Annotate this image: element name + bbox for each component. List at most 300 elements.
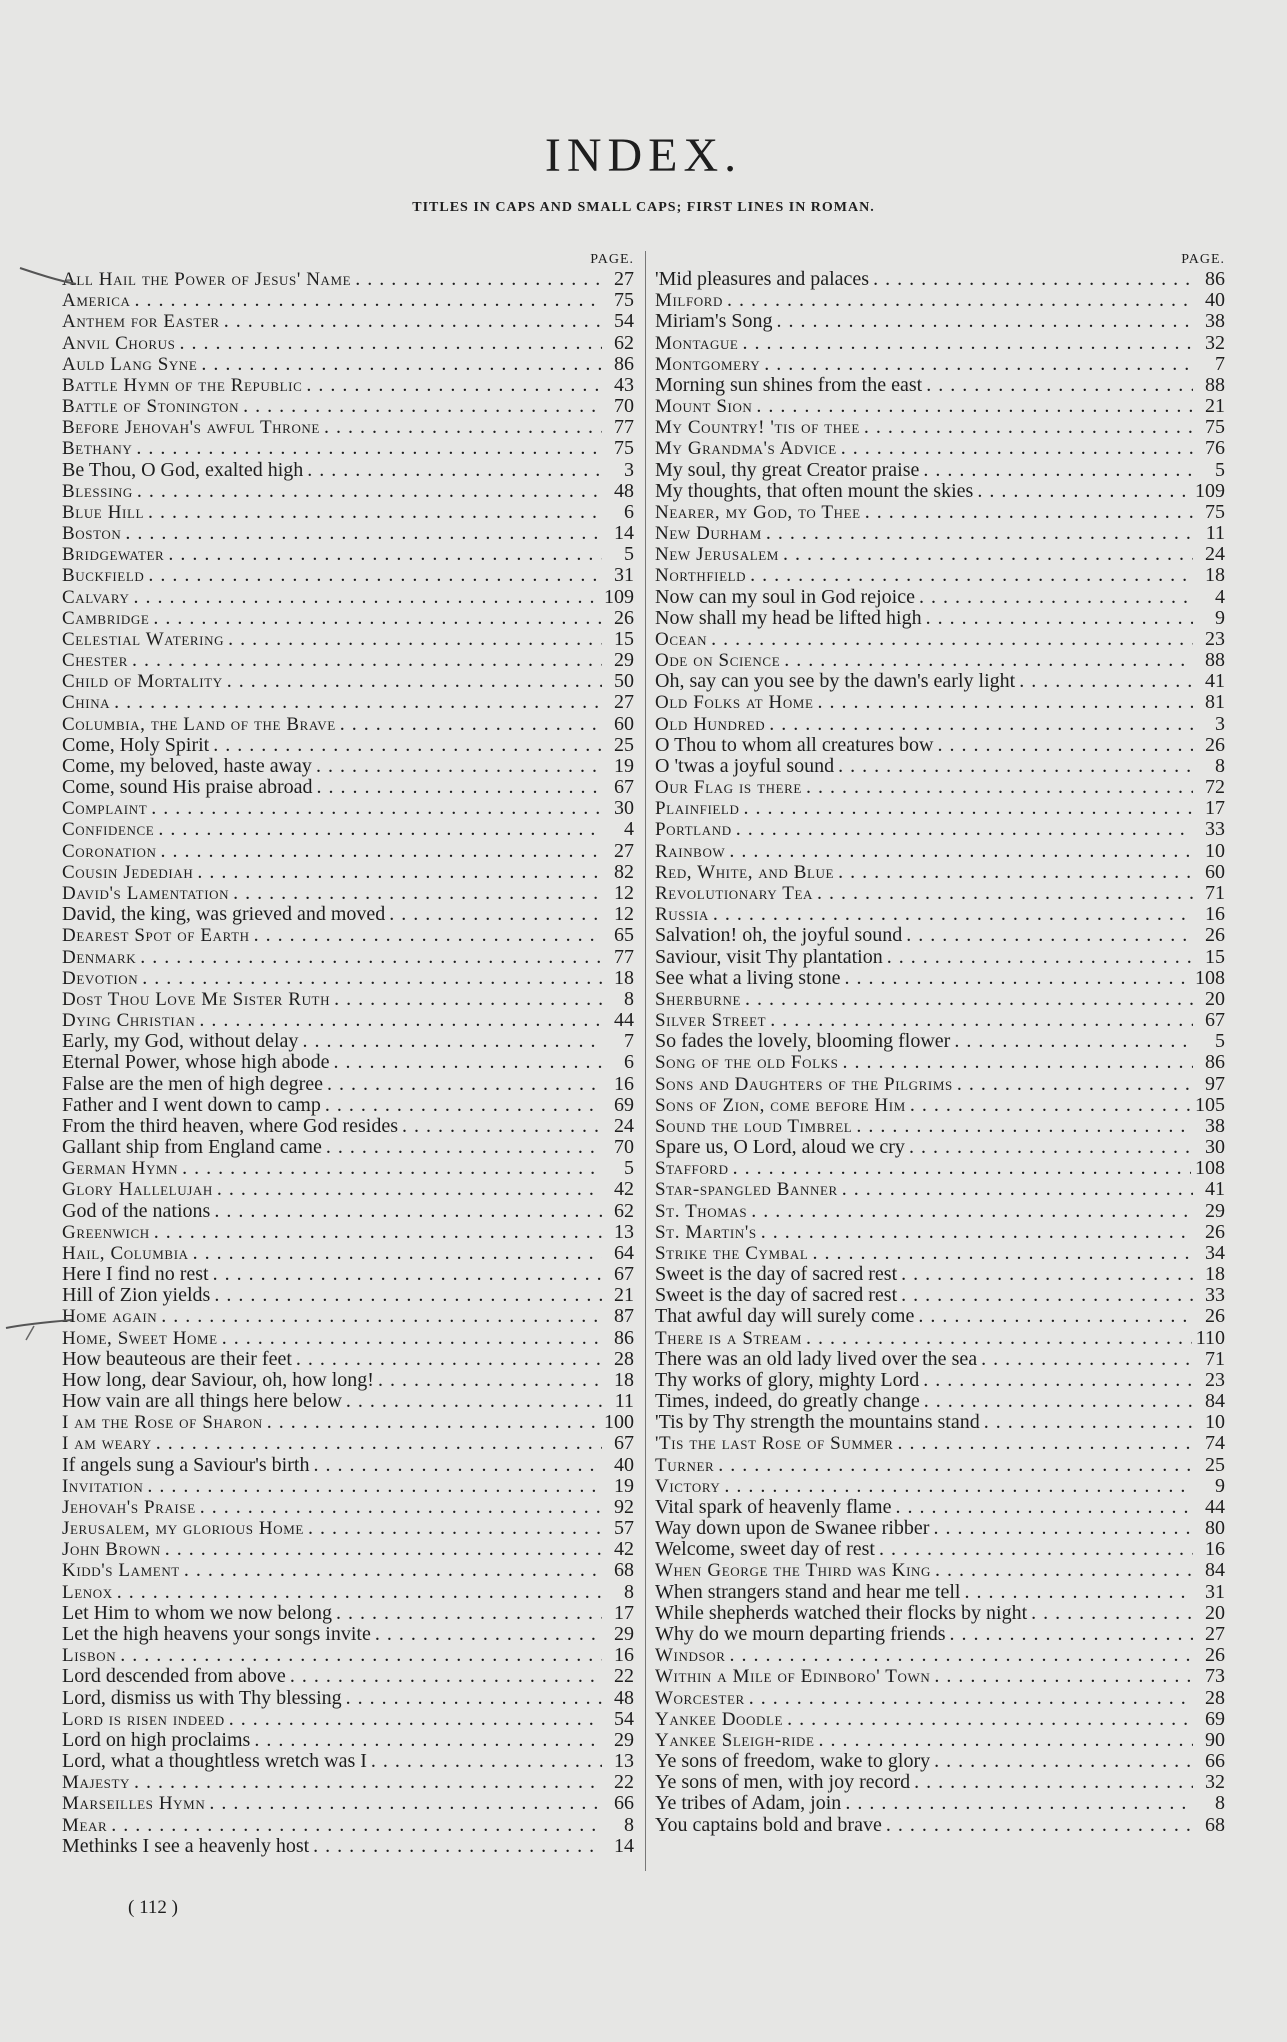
leader-dots: [134, 1772, 602, 1793]
leader-dots: [865, 502, 1193, 523]
index-entry: [62, 1666, 634, 1687]
index-entry: [655, 1137, 1225, 1158]
entry-page-number: 66: [614, 1793, 634, 1815]
leader-dots: [254, 925, 602, 946]
leader-dots: [756, 396, 1193, 417]
entry-title: Revolutionary Tea: [655, 882, 814, 904]
entry-page-number: 26: [1205, 734, 1225, 756]
leader-dots: [806, 777, 1193, 798]
entry-page-number: 69: [614, 1094, 634, 1116]
index-entry: [62, 1328, 634, 1349]
index-entry: [655, 777, 1225, 798]
entry-title: I am weary: [62, 1433, 152, 1455]
entry-page-number: 27: [1205, 1624, 1225, 1645]
entry-page-number: 16: [614, 1073, 634, 1095]
index-entry: [655, 1730, 1225, 1751]
entry-page-number: 5: [624, 544, 634, 566]
index-entry: [62, 1730, 634, 1751]
leader-dots: [770, 1010, 1193, 1031]
entry-title: Auld Lang Syne: [62, 353, 198, 375]
entry-title: False are the men of high degree: [62, 1073, 324, 1095]
entry-title: Come, Holy Spirit: [62, 734, 210, 756]
entry-title: How vain are all things here below: [62, 1391, 342, 1413]
entry-page-number: 92: [614, 1496, 634, 1518]
leader-dots: [923, 460, 1193, 481]
leader-dots: [919, 587, 1193, 608]
index-entry: [62, 1116, 634, 1137]
index-entry: [655, 1391, 1225, 1412]
leader-dots: [886, 1815, 1193, 1836]
index-entry: [62, 1052, 634, 1073]
entry-title: Old Folks at Home: [655, 692, 814, 714]
leader-dots: [783, 544, 1193, 565]
entry-title: You captains bold and brave: [655, 1814, 882, 1836]
leader-dots: [901, 1285, 1193, 1306]
index-entry: [62, 883, 634, 904]
entry-title: How beauteous are their feet: [62, 1348, 292, 1370]
entry-title: God of the nations: [62, 1200, 211, 1222]
entry-page-number: 108: [1195, 1158, 1225, 1180]
entry-page-number: 67: [614, 1264, 634, 1286]
entry-title: Silver Street: [655, 1010, 767, 1032]
entry-title: Denmark: [62, 946, 137, 968]
leader-dots: [114, 692, 602, 713]
entry-page-number: 72: [1205, 777, 1225, 799]
entry-page-number: 38: [1205, 1115, 1225, 1137]
entry-page-number: 71: [1205, 1348, 1225, 1370]
entry-page-number: 24: [1205, 544, 1225, 566]
entry-page-number: 26: [1205, 1221, 1225, 1243]
index-entry: [655, 1179, 1225, 1200]
entry-page-number: 15: [614, 628, 634, 650]
leader-dots: [217, 1179, 602, 1200]
leader-dots: [324, 417, 602, 438]
entry-title: Lenox: [62, 1581, 113, 1603]
index-entry: [62, 819, 634, 840]
leader-dots: [165, 1539, 602, 1560]
index-entry: [62, 735, 634, 756]
entry-page-number: 105: [1195, 1094, 1225, 1116]
entry-page-number: 9: [1215, 1475, 1225, 1497]
index-entry: [655, 1243, 1225, 1264]
entry-page-number: 41: [1205, 671, 1225, 693]
entry-page-number: 22: [614, 1772, 634, 1794]
leader-dots: [856, 1116, 1193, 1137]
left-column: [62, 251, 634, 1857]
entry-title: Anthem for Easter: [62, 311, 220, 333]
entry-page-number: 23: [1205, 1369, 1225, 1391]
entry-page-number: 27: [614, 269, 634, 290]
leader-dots: [296, 1349, 602, 1370]
index-entry: [655, 1201, 1225, 1222]
entry-title: Father and I went down to camp: [62, 1094, 321, 1116]
index-entry: [62, 1793, 634, 1814]
index-entry: [655, 925, 1225, 946]
leader-dots: [229, 1709, 602, 1730]
entry-title: Sons of Zion, come before Him: [655, 1094, 906, 1116]
entry-page-number: 60: [1205, 861, 1225, 883]
entry-title: Nearer, my God, to Thee: [655, 501, 861, 523]
entry-page-number: 86: [614, 1327, 634, 1349]
index-entry: [655, 1497, 1225, 1518]
entry-title: Stafford: [655, 1158, 729, 1180]
leader-dots: [745, 989, 1193, 1010]
index-entry: [62, 1264, 634, 1285]
entry-title: I am the Rose of Sharon: [62, 1412, 263, 1434]
entry-title: Complaint: [62, 798, 148, 820]
leader-dots: [243, 396, 602, 417]
entry-page-number: 25: [614, 734, 634, 756]
entry-page-number: 67: [1205, 1010, 1225, 1032]
entry-title: My thoughts, that often mount the skies: [655, 480, 974, 502]
leader-dots: [906, 925, 1193, 946]
leader-dots: [302, 1031, 602, 1052]
entry-page-number: 29: [614, 1729, 634, 1751]
index-entry: [62, 269, 634, 290]
index-entry: [62, 290, 634, 311]
index-entry: [655, 333, 1225, 354]
entry-title: Mount Sion: [655, 396, 753, 418]
index-entry: [655, 841, 1225, 862]
entry-page-number: 65: [614, 925, 634, 947]
entry-title: Hill of Zion yields: [62, 1285, 211, 1307]
entry-page-number: 48: [614, 1687, 634, 1709]
entry-page-number: 82: [614, 861, 634, 883]
leader-dots: [727, 290, 1193, 311]
leader-dots: [200, 1497, 602, 1518]
entry-page-number: 12: [614, 882, 634, 904]
index-entry: [62, 1645, 634, 1666]
entry-page-number: 26: [1205, 1645, 1225, 1667]
entry-title: Be Thou, O God, exalted high: [62, 459, 304, 481]
entry-page-number: 29: [1205, 1200, 1225, 1222]
index-entry: [655, 862, 1225, 883]
index-entry: [655, 1603, 1225, 1624]
entry-title: Celestial Watering: [62, 628, 225, 650]
entry-page-number: 75: [614, 290, 634, 312]
entry-title: Cambridge: [62, 607, 150, 629]
leader-dots: [909, 1137, 1193, 1158]
entry-page-number: 75: [1205, 501, 1225, 523]
index-entry: [655, 968, 1225, 989]
leader-dots: [954, 1031, 1193, 1052]
leader-dots: [964, 1582, 1193, 1603]
entry-page-number: 34: [1205, 1242, 1225, 1264]
entry-title: Victory: [655, 1475, 721, 1497]
pencil-mark-top: [18, 262, 78, 286]
leader-dots: [764, 354, 1193, 375]
leader-dots: [812, 1243, 1193, 1264]
entry-page-number: 88: [1205, 374, 1225, 396]
index-entry: [655, 523, 1225, 544]
leader-dots: [336, 1603, 602, 1624]
index-entry: [655, 1370, 1225, 1391]
entry-title: Lisbon: [62, 1645, 117, 1667]
leader-dots: [769, 714, 1193, 735]
leader-dots: [730, 1645, 1193, 1666]
leader-dots: [724, 1476, 1193, 1497]
leader-dots: [750, 565, 1193, 586]
entry-title: Ye sons of men, with joy record: [655, 1772, 911, 1794]
leader-dots: [346, 1391, 602, 1412]
entry-page-number: 18: [614, 967, 634, 989]
leader-dots: [151, 798, 602, 819]
index-entry: [655, 608, 1225, 629]
entry-page-number: 4: [624, 819, 634, 841]
leader-dots: [845, 968, 1191, 989]
entry-title: Dearest Spot of Earth: [62, 925, 250, 947]
index-entry: [62, 1243, 634, 1264]
leader-dots: [784, 650, 1193, 671]
entry-title: When strangers stand and hear me tell: [655, 1581, 961, 1603]
index-entry: [62, 1539, 634, 1560]
index-entry: [655, 1074, 1225, 1095]
entry-title: There is a Stream: [655, 1327, 803, 1349]
index-entry: [655, 947, 1225, 968]
entry-title: Lord, what a thoughtless wretch was I: [62, 1751, 367, 1773]
leader-dots: [308, 1518, 602, 1539]
entry-title: From the third heaven, where God resides: [62, 1115, 399, 1137]
leader-dots: [984, 1412, 1193, 1433]
entry-title: 'Tis the last Rose of Summer: [655, 1433, 894, 1455]
entry-title: Here I find no rest: [62, 1264, 209, 1286]
entry-page-number: 33: [1205, 1285, 1225, 1307]
leader-dots: [307, 460, 602, 481]
leader-dots: [306, 375, 602, 396]
index-entry: [655, 1709, 1225, 1730]
entry-page-number: 25: [1205, 1454, 1225, 1476]
entry-title: Sound the loud Timbrel: [655, 1115, 853, 1137]
index-entry: [62, 1074, 634, 1095]
entry-title: Coronation: [62, 840, 157, 862]
entry-page-number: 16: [1205, 904, 1225, 926]
leader-dots: [224, 311, 602, 332]
index-entry: [62, 1412, 634, 1433]
entry-title: Old Hundred: [655, 713, 766, 735]
index-entry: [655, 1306, 1225, 1327]
entry-page-number: 23: [1205, 628, 1225, 650]
entry-page-number: 9: [1215, 607, 1225, 629]
leader-dots: [926, 608, 1193, 629]
index-entry: [655, 1772, 1225, 1793]
leader-dots: [148, 565, 602, 586]
entry-title: St. Thomas: [655, 1200, 748, 1222]
leader-dots: [290, 1666, 602, 1687]
entry-title: Come, my beloved, haste away: [62, 755, 312, 777]
leader-dots: [134, 290, 602, 311]
entry-page-number: 30: [614, 798, 634, 820]
leader-dots: [222, 1328, 602, 1349]
entry-page-number: 80: [1205, 1518, 1225, 1540]
leader-dots: [117, 1582, 602, 1603]
entry-title: Glory Hallelujah: [62, 1179, 213, 1201]
index-entry: [62, 1497, 634, 1518]
leader-dots: [136, 438, 602, 459]
entry-page-number: 54: [614, 311, 634, 333]
entry-title: Our Flag is there: [655, 777, 802, 799]
entry-page-number: 87: [614, 1306, 634, 1328]
index-entry: [655, 883, 1225, 904]
leader-dots: [711, 629, 1193, 650]
index-entry: [62, 1391, 634, 1412]
leader-dots: [227, 671, 602, 692]
leader-dots: [733, 1158, 1191, 1179]
index-entry: [655, 1751, 1225, 1772]
entry-page-number: 3: [1215, 713, 1225, 735]
entry-title: Calvary: [62, 586, 130, 608]
index-entry: [62, 1518, 634, 1539]
index-entry: [655, 819, 1225, 840]
entry-title: Now can my soul in God rejoice: [655, 586, 915, 608]
entry-page-number: 86: [1205, 1052, 1225, 1074]
index-entry: [655, 1560, 1225, 1581]
entry-page-number: 10: [1205, 1412, 1225, 1434]
entry-title: There was an old lady lived over the sea: [655, 1348, 978, 1370]
index-entry: [655, 1031, 1225, 1052]
entry-page-number: 42: [614, 1179, 634, 1201]
index-entry: [62, 1137, 634, 1158]
leader-dots: [161, 1306, 602, 1327]
leader-dots: [142, 968, 602, 989]
entry-title: St. Martin's: [655, 1221, 757, 1243]
leader-dots: [199, 1010, 602, 1031]
entry-title: Montgomery: [655, 353, 761, 375]
leader-dots: [742, 333, 1193, 354]
leader-dots: [729, 841, 1193, 862]
entry-title: Child of Mortality: [62, 671, 223, 693]
leader-dots: [154, 1222, 602, 1243]
entry-page-number: 86: [614, 353, 634, 375]
entry-title: My Country! 'tis of thee: [655, 417, 860, 439]
entry-page-number: 17: [614, 1602, 634, 1624]
leader-dots: [313, 1455, 602, 1476]
entry-page-number: 75: [614, 438, 634, 460]
index-entry: [62, 1751, 634, 1772]
entry-title: Mear: [62, 1814, 108, 1836]
index-entry: [62, 1222, 634, 1243]
leader-dots: [179, 333, 602, 354]
leader-dots: [228, 629, 602, 650]
index-entry: [655, 502, 1225, 523]
entry-page-number: 42: [614, 1539, 634, 1561]
leader-dots: [873, 269, 1193, 290]
entry-title: Eternal Power, whose high abode: [62, 1052, 330, 1074]
entry-page-number: 84: [1205, 1560, 1225, 1582]
index-entry: [655, 1412, 1225, 1433]
entry-page-number: 74: [1205, 1433, 1225, 1455]
entry-page-number: 5: [1215, 459, 1225, 481]
entry-title: See what a living stone: [655, 967, 841, 989]
leader-dots: [214, 1201, 602, 1222]
entry-page-number: 70: [614, 396, 634, 418]
page-column-header-left: PAGE.: [590, 252, 634, 267]
entry-page-number: 66: [1205, 1751, 1225, 1773]
leader-dots: [213, 1264, 602, 1285]
entry-title: Welcome, sweet day of rest: [655, 1539, 875, 1561]
leader-dots: [378, 1370, 602, 1391]
leader-dots: [818, 692, 1193, 713]
entry-title: Devotion: [62, 967, 139, 989]
leader-dots: [214, 1285, 602, 1306]
entry-page-number: 3: [624, 459, 634, 481]
index-entry: [62, 544, 634, 565]
index-entry: [62, 1688, 634, 1709]
leader-dots: [161, 841, 602, 862]
index-entry: [62, 1201, 634, 1222]
leader-dots: [156, 1433, 602, 1454]
entry-title: Oh, say can you see by the dawn's early light: [655, 671, 1016, 693]
entry-title: Lord on high proclaims: [62, 1729, 251, 1751]
index-entry: [655, 544, 1225, 565]
index-entry: [655, 375, 1225, 396]
entry-page-number: 29: [614, 650, 634, 672]
entry-title: China: [62, 692, 111, 714]
entry-page-number: 110: [1195, 1327, 1225, 1349]
column-divider: [645, 251, 646, 1871]
index-entry: [655, 1328, 1225, 1349]
entry-page-number: 6: [624, 1052, 634, 1074]
entry-page-number: 44: [614, 1010, 634, 1032]
leader-dots: [777, 311, 1194, 332]
pencil-mark-middle: [4, 1312, 74, 1342]
index-entry: [62, 989, 634, 1010]
entry-title: Windsor: [655, 1645, 726, 1667]
leader-dots: [934, 1666, 1193, 1687]
entry-title: Vital spark of heavenly flame: [655, 1496, 892, 1518]
leader-dots: [977, 481, 1191, 502]
index-entry: [62, 841, 634, 862]
index-entry: [62, 629, 634, 650]
index-entry: [655, 1476, 1225, 1497]
entry-page-number: 40: [1205, 290, 1225, 312]
entry-page-number: 48: [614, 480, 634, 502]
entry-page-number: 16: [614, 1645, 634, 1667]
entry-page-number: 32: [1205, 332, 1225, 354]
entry-page-number: 11: [614, 1391, 634, 1413]
entry-page-number: 71: [1205, 882, 1225, 904]
entry-title: New Jerusalem: [655, 544, 779, 566]
index-entry: [62, 947, 634, 968]
leader-dots: [897, 1433, 1193, 1454]
entry-page-number: 27: [614, 692, 634, 714]
index-entry: [655, 1539, 1225, 1560]
entry-page-number: 69: [1205, 1708, 1225, 1730]
entry-page-number: 7: [624, 1031, 634, 1053]
index-entry: [655, 1688, 1225, 1709]
leader-dots: [879, 1539, 1193, 1560]
leader-dots: [201, 354, 602, 375]
leader-dots: [901, 1264, 1193, 1285]
index-entry: [655, 587, 1225, 608]
entry-page-number: 29: [614, 1624, 634, 1645]
entry-title: Dost Thou Love Me Sister Ruth: [62, 988, 331, 1010]
leader-dots: [184, 1560, 602, 1581]
index-entry: [62, 968, 634, 989]
entry-title: O Thou to whom all creatures bow: [655, 734, 934, 756]
page-number: ( 112 ): [128, 1897, 178, 1918]
entry-title: Lord, dismiss us with Thy blessing: [62, 1687, 342, 1709]
index-entry: [655, 481, 1225, 502]
leader-dots: [316, 756, 602, 777]
entry-page-number: 26: [1205, 1306, 1225, 1328]
leader-dots: [937, 735, 1193, 756]
entry-title: Milford: [655, 290, 724, 312]
entry-page-number: 62: [614, 332, 634, 354]
leader-dots: [158, 819, 602, 840]
entry-title: Sweet is the day of sacred rest: [655, 1264, 898, 1286]
entry-title: My soul, thy great Creator praise: [655, 459, 920, 481]
leader-dots: [934, 1751, 1193, 1772]
